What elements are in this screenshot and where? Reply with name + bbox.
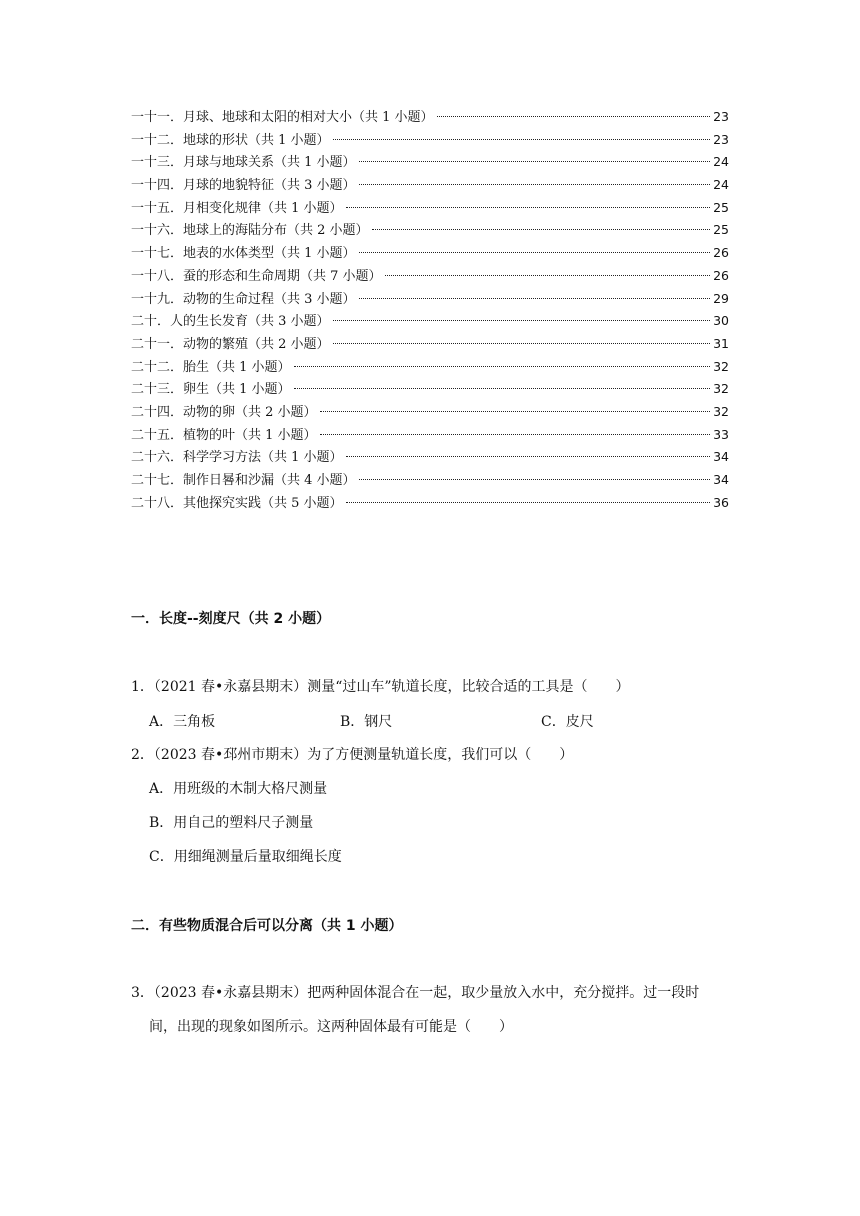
toc-entry[interactable] xyxy=(131,242,729,265)
toc-entry-title: 一十三．月球与地球关系（共 1 小题） xyxy=(131,155,356,171)
toc-entry-title: 一十七．地表的水体类型（共 1 小题） xyxy=(131,246,356,262)
toc-entry-page: 30 xyxy=(713,313,729,329)
toc-entry[interactable] xyxy=(131,174,729,197)
toc-leader xyxy=(372,229,711,230)
toc-entry-page: 25 xyxy=(713,222,729,238)
question-2-option-c[interactable]: C．用细绳测量后量取细绳长度 xyxy=(149,849,342,865)
toc-entry-page: 26 xyxy=(713,267,729,283)
question-2-option-a[interactable]: A．用班级的木制大格尺测量 xyxy=(149,781,328,797)
toc-entry[interactable] xyxy=(131,424,729,447)
toc-entry[interactable] xyxy=(131,106,729,129)
toc-entry-page: 31 xyxy=(713,335,729,351)
toc-entry-page: 34 xyxy=(713,472,729,487)
toc-entry[interactable] xyxy=(131,310,729,333)
toc-entry[interactable] xyxy=(131,151,729,174)
question-1-option-c[interactable]: C．皮尺 xyxy=(541,714,594,730)
toc-leader xyxy=(346,456,711,457)
toc-entry-title: 二十六．科学学习方法（共 1 小题） xyxy=(131,450,343,466)
question-3-line-2: 间，出现的现象如图所示。这两种固体最有可能是（ ） xyxy=(149,1019,513,1035)
toc-entry-page: 23 xyxy=(713,109,729,124)
table-of-contents xyxy=(131,106,729,514)
question-2-option-b[interactable]: B．用自己的塑料尺子测量 xyxy=(149,815,314,831)
toc-entry-title: 二十五．植物的叶（共 1 小题） xyxy=(131,427,317,443)
toc-entry[interactable] xyxy=(131,378,729,401)
toc-entry[interactable] xyxy=(131,129,729,152)
toc-leader xyxy=(294,366,711,367)
toc-leader xyxy=(437,116,711,117)
toc-leader xyxy=(359,161,711,162)
toc-entry-title: 一十四．月球的地貌特征（共 3 小题） xyxy=(131,178,356,194)
toc-entry-page: 34 xyxy=(713,449,729,465)
toc-leader xyxy=(359,252,711,253)
section-heading-length: 一．长度--刻度尺（共 2 小题） xyxy=(131,611,331,627)
toc-entry-page: 32 xyxy=(713,358,729,374)
toc-entry-title: 二十三．卵生（共 1 小题） xyxy=(131,382,291,398)
toc-entry-title: 一十六．地球上的海陆分布（共 2 小题） xyxy=(131,223,369,239)
toc-entry-title: 二十四．动物的卵（共 2 小题） xyxy=(131,404,317,420)
question-1-text: 1．（2021 春•永嘉县期末）测量“过山车”轨道长度，比较合适的工具是（ ） xyxy=(131,679,630,695)
toc-entry-title: 二十八．其他探究实践（共 5 小题） xyxy=(131,495,343,511)
toc-leader xyxy=(359,479,711,480)
toc-entry-page: 23 xyxy=(713,131,729,147)
toc-entry-page: 26 xyxy=(713,245,729,261)
toc-leader xyxy=(333,343,711,344)
question-1-option-a[interactable]: A．三角板 xyxy=(149,714,216,730)
question-1-option-b[interactable]: B．钢尺 xyxy=(340,714,393,730)
toc-entry-title: 一十五．月相变化规律（共 1 小题） xyxy=(131,200,343,216)
toc-entry[interactable] xyxy=(131,401,729,424)
toc-leader xyxy=(320,411,711,412)
toc-entry-page: 36 xyxy=(713,494,729,510)
toc-entry-title: 一十一．月球、地球和太阳的相对大小（共 1 小题） xyxy=(131,110,434,125)
section-heading-separation: 二．有些物质混合后可以分离（共 1 小题） xyxy=(131,918,403,934)
toc-entry-title: 二十七．制作日晷和沙漏（共 4 小题） xyxy=(131,473,356,488)
toc-leader xyxy=(385,275,711,276)
toc-leader xyxy=(346,207,711,208)
question-2-text: 2．（2023 春•邳州市期末）为了方便测量轨道长度，我们可以（ ） xyxy=(131,747,574,763)
question-3-line-1: 3．（2023 春•永嘉县期末）把两种固体混合在一起，取少量放入水中，充分搅拌。过一段时 xyxy=(131,985,700,1001)
toc-entry-page: 24 xyxy=(713,177,729,193)
toc-entry-title: 一十九．动物的生命过程（共 3 小题） xyxy=(131,291,356,307)
toc-entry-page: 33 xyxy=(713,426,729,442)
toc-entry-title: 一十八．蚕的形态和生命周期（共 7 小题） xyxy=(131,268,382,284)
toc-leader xyxy=(294,388,711,389)
toc-entry[interactable] xyxy=(131,333,729,356)
toc-entry[interactable] xyxy=(131,265,729,288)
toc-entry-title: 二十一．动物的繁殖（共 2 小题） xyxy=(131,336,330,352)
toc-entry[interactable] xyxy=(131,219,729,242)
toc-leader xyxy=(333,139,711,140)
toc-leader xyxy=(333,320,711,321)
toc-entry-page: 25 xyxy=(713,199,729,215)
toc-entry[interactable] xyxy=(131,356,729,379)
toc-leader xyxy=(320,434,711,435)
toc-entry[interactable] xyxy=(131,446,729,469)
toc-leader xyxy=(359,298,711,299)
toc-entry-title: 二十．人的生长发育（共 3 小题） xyxy=(131,314,330,330)
toc-entry[interactable] xyxy=(131,288,729,311)
toc-entry-page: 24 xyxy=(713,154,729,170)
toc-entry-title: 二十二．胎生（共 1 小题） xyxy=(131,359,291,375)
toc-leader xyxy=(346,502,711,503)
toc-entry-page: 29 xyxy=(713,290,729,306)
toc-entry[interactable] xyxy=(131,197,729,220)
toc-entry-page: 32 xyxy=(713,381,729,397)
toc-entry-page: 32 xyxy=(713,403,729,419)
toc-entry[interactable] xyxy=(131,492,729,515)
toc-leader xyxy=(359,184,711,185)
toc-entry-title: 一十二．地球的形状（共 1 小题） xyxy=(131,132,330,148)
toc-entry[interactable] xyxy=(131,469,729,492)
